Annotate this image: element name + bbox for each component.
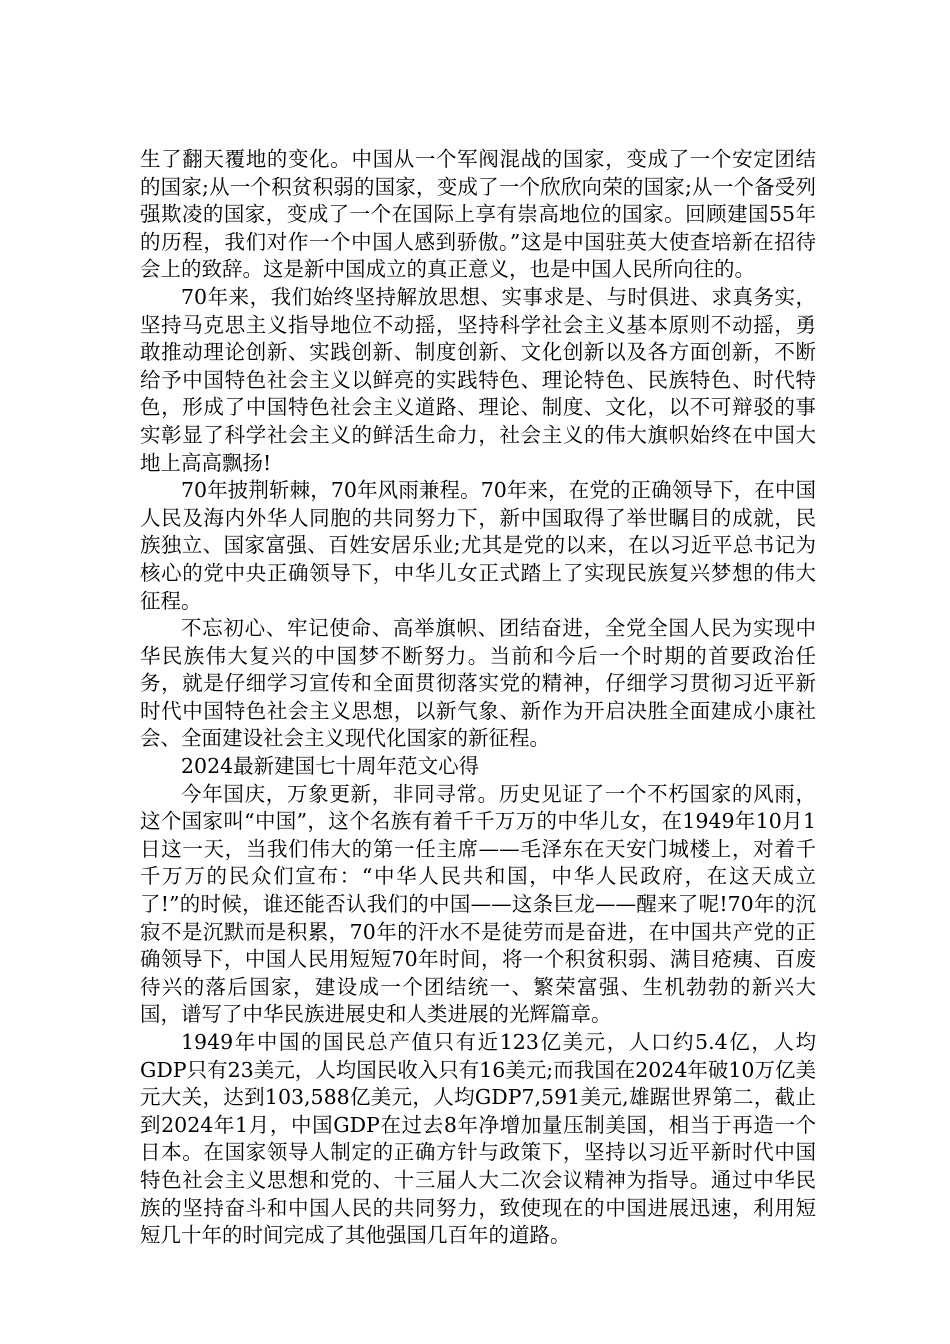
paragraph-2: 70年来，我们始终坚持解放思想、实事求是、与时俱进、求真务实，坚持马克思主义指导地位不动摇，坚持科学社会主义基本原则不动摇，勇敢推动理论创新、实践创新、制度创新、文化创新以及各方面创新，不断给予中国特色社会主义以鲜亮的实践特色、理论特色、民族特色、时代特色，形成了中国特色社会主义道路、理论、制度、文化，以不可辩驳的事实彰显了科学社会主义的鲜活生命力，社会主义的伟大旗帜始终在中国大地上高高飘扬! bbox=[140, 284, 816, 475]
paragraph-1: 生了翻天覆地的变化。中国从一个军阀混战的国家，变成了一个安定团结的国家;从一个积贫积弱的国家，变成了一个欣欣向荣的国家;从一个备受列强欺凌的国家，变成了一个在国际上享有崇高地位的国家。回顾建国55年的历程，我们对作一个中国人感到骄傲。”这是中国驻英大使查培新在招待会上的致辞。这是新中国成立的真正意义，也是中国人民所向往的。 bbox=[140, 147, 816, 282]
paragraph-5: 今年国庆，万象更新，非同寻常。历史见证了一个不朽国家的风雨，这个国家叫“中国”，这个名族有着千千万万的中华儿女，在1949年10月1日这一天，当我们伟大的第一任主席——毛泽东在天安门城楼上，对着千千万万的民众们宣布：“中华人民共和国，中华人民政府，在这天成立了!”的时候，谁还能否认我们的中国——这条巨龙——醒来了呢!70年的沉寂不是沉默而是积累，70年的汗水不是徒劳而是奋进，在中国共产党的正确领导下，中国人民用短短70年时间，将一个积贫积弱、满目疮痍、百废待兴的落后国家，建设成一个团结统一、繁荣富强、生机勃勃的新兴大国，谱写了中华民族进展史和人类进展的光辉篇章。 bbox=[140, 781, 816, 1027]
paragraph-3: 70年披荆斩棘，70年风雨兼程。70年来，在党的正确领导下，在中国人民及海内外华人同胞的共同努力下，新中国取得了举世瞩目的成就，民族独立、国家富强、百姓安居乐业;尤其是党的以来，在以习近平总书记为核心的党中央正确领导下，中华儿女正式踏上了实现民族复兴梦想的伟大征程。 bbox=[140, 478, 816, 613]
document-page bbox=[140, 146, 816, 1250]
paragraph-6: 1949年中国的国民总产值只有近123亿美元，人口约5.4亿，人均GDP只有23美元，人均国民收入只有16美元;而我国在2024年破10万亿美元大关，达到103,588亿美元，人均GDP7,591美元,雄踞世界第二，截止到2024年1月，中国GDP在过去8年净增加量压制美国，相当于再造一个日本。在国家领导人制定的正确方针与政策下，坚持以习近平新时代中国特色社会主义思想和党的、十三届人大二次会议精神为指导。通过中华民族的坚持奋斗和中国人民的共同努力，致使现在的中国进展迅速，利用短短几十年的时间完成了其他强国几百年的道路。 bbox=[140, 1030, 816, 1248]
section-heading: 2024最新建国七十周年范文心得 bbox=[181, 754, 480, 779]
paragraph-4: 不忘初心、牢记使命、高举旗帜、团结奋进，全党全国人民为实现中华民族伟大复兴的中国梦不断努力。当前和今后一个时期的首要政治任务，就是仔细学习宣传和全面贯彻落实党的精神，仔细学习贯彻习近平新时代中国特色社会主义思想，以新气象、新作为开启决胜全面建成小康社会、全面建设社会主义现代化国家的新征程。 bbox=[140, 616, 816, 751]
